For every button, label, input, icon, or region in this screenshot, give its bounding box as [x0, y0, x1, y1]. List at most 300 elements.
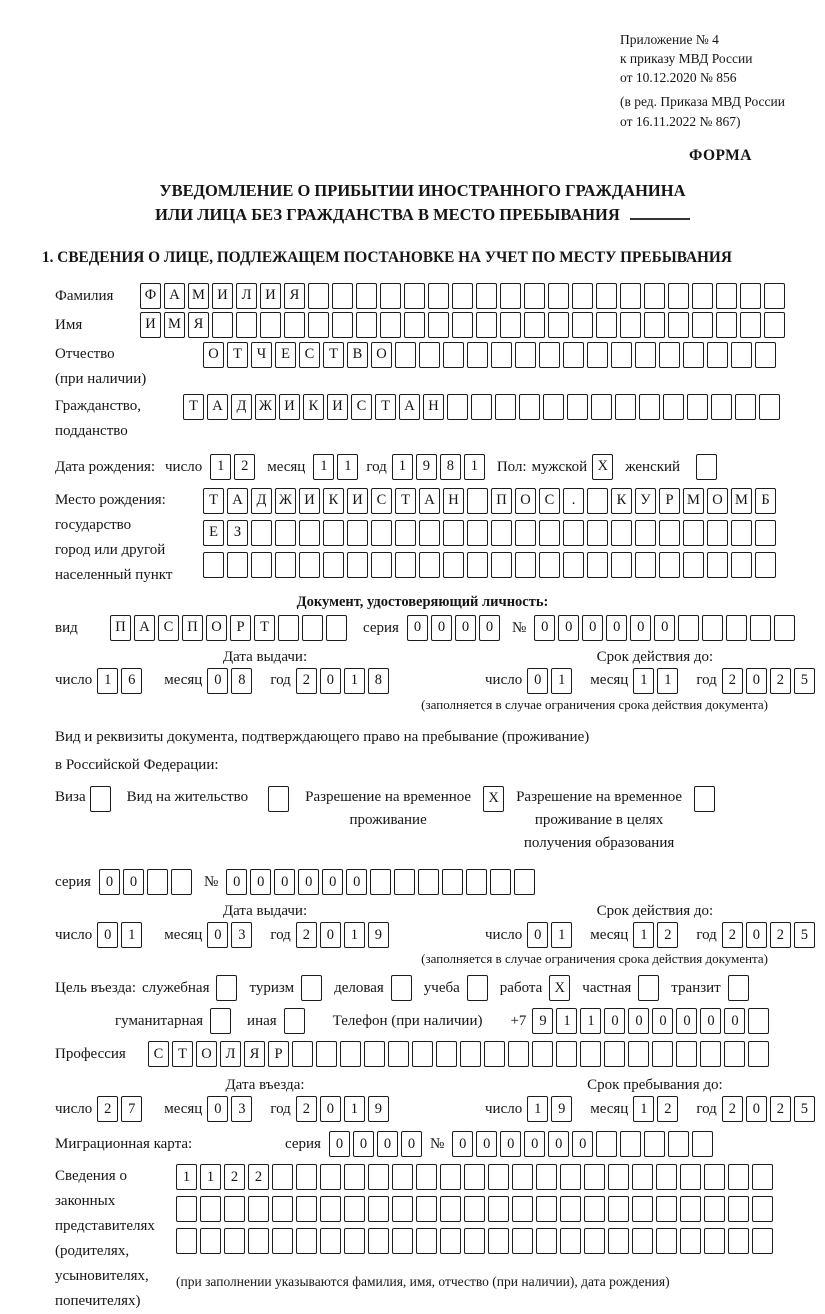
char-cell[interactable] — [491, 342, 512, 368]
given-name-boxes[interactable] — [140, 312, 785, 338]
char-cell[interactable]: 2 — [722, 922, 743, 948]
char-cell[interactable] — [560, 1164, 581, 1190]
char-cell[interactable]: О — [206, 615, 227, 641]
char-cell[interactable] — [608, 1164, 629, 1190]
char-cell[interactable]: И — [279, 394, 300, 420]
char-cell[interactable] — [488, 1228, 509, 1254]
char-cell[interactable]: 9 — [368, 1096, 389, 1122]
representatives-boxes-row1[interactable] — [176, 1164, 773, 1190]
char-cell[interactable]: М — [683, 488, 704, 514]
char-cell[interactable] — [392, 1196, 413, 1222]
char-cell[interactable] — [764, 312, 785, 338]
char-cell[interactable] — [176, 1196, 197, 1222]
char-cell[interactable]: К — [323, 488, 344, 514]
char-cell[interactable] — [368, 1196, 389, 1222]
char-cell[interactable]: П — [491, 488, 512, 514]
char-cell[interactable] — [428, 283, 449, 309]
char-cell[interactable] — [452, 283, 473, 309]
char-cell[interactable]: 0 — [431, 615, 452, 641]
char-cell[interactable]: А — [207, 394, 228, 420]
char-cell[interactable] — [563, 520, 584, 546]
char-cell[interactable] — [524, 283, 545, 309]
char-cell[interactable] — [536, 1164, 557, 1190]
char-cell[interactable] — [539, 520, 560, 546]
char-cell[interactable] — [248, 1196, 269, 1222]
char-cell[interactable]: 0 — [548, 1131, 569, 1157]
char-cell[interactable] — [212, 312, 233, 338]
char-cell[interactable] — [443, 552, 464, 578]
stay-doc-series-boxes[interactable] — [99, 869, 192, 895]
char-cell[interactable] — [750, 615, 771, 641]
char-cell[interactable] — [728, 1228, 749, 1254]
doc-number-boxes[interactable] — [534, 615, 795, 641]
char-cell[interactable] — [774, 615, 795, 641]
char-cell[interactable] — [344, 1228, 365, 1254]
char-cell[interactable]: 1 — [551, 922, 572, 948]
char-cell[interactable] — [755, 342, 776, 368]
char-cell[interactable] — [711, 394, 732, 420]
char-cell[interactable] — [680, 1164, 701, 1190]
char-cell[interactable] — [707, 342, 728, 368]
purpose-other-checkbox[interactable] — [284, 1008, 305, 1034]
char-cell[interactable]: 0 — [207, 1096, 228, 1122]
char-cell[interactable] — [635, 342, 656, 368]
char-cell[interactable] — [388, 1041, 409, 1067]
char-cell[interactable] — [560, 1196, 581, 1222]
char-cell[interactable] — [428, 312, 449, 338]
char-cell[interactable]: 5 — [794, 668, 815, 694]
purpose-business-checkbox[interactable] — [391, 975, 412, 1001]
char-cell[interactable] — [356, 283, 377, 309]
char-cell[interactable] — [752, 1228, 773, 1254]
char-cell[interactable]: 2 — [770, 922, 791, 948]
char-cell[interactable] — [752, 1164, 773, 1190]
char-cell[interactable]: И — [327, 394, 348, 420]
char-cell[interactable]: А — [419, 488, 440, 514]
char-cell[interactable] — [284, 312, 305, 338]
stay-until-month-boxes[interactable] — [633, 1096, 678, 1122]
char-cell[interactable] — [596, 283, 617, 309]
char-cell[interactable]: 2 — [296, 1096, 317, 1122]
char-cell[interactable] — [728, 1164, 749, 1190]
birth-place-boxes-row1[interactable] — [203, 488, 776, 514]
representatives-boxes-row3[interactable] — [176, 1228, 773, 1254]
char-cell[interactable]: 8 — [368, 668, 389, 694]
char-cell[interactable]: 2 — [722, 668, 743, 694]
char-cell[interactable]: Л — [236, 283, 257, 309]
char-cell[interactable]: 0 — [455, 615, 476, 641]
char-cell[interactable]: 2 — [97, 1096, 118, 1122]
char-cell[interactable]: С — [539, 488, 560, 514]
char-cell[interactable] — [371, 552, 392, 578]
char-cell[interactable] — [394, 869, 415, 895]
char-cell[interactable] — [440, 1228, 461, 1254]
char-cell[interactable]: 0 — [123, 869, 144, 895]
char-cell[interactable]: Т — [254, 615, 275, 641]
char-cell[interactable]: 0 — [630, 615, 651, 641]
entry-day-boxes[interactable] — [97, 1096, 142, 1122]
char-cell[interactable] — [171, 869, 192, 895]
char-cell[interactable] — [608, 1228, 629, 1254]
doc-kind-boxes[interactable] — [110, 615, 347, 641]
char-cell[interactable] — [476, 283, 497, 309]
char-cell[interactable]: 1 — [344, 1096, 365, 1122]
char-cell[interactable] — [560, 1228, 581, 1254]
char-cell[interactable]: 2 — [296, 922, 317, 948]
char-cell[interactable] — [488, 1164, 509, 1190]
char-cell[interactable]: 0 — [353, 1131, 374, 1157]
char-cell[interactable]: Д — [251, 488, 272, 514]
char-cell[interactable] — [639, 394, 660, 420]
char-cell[interactable]: 0 — [746, 1096, 767, 1122]
char-cell[interactable]: К — [611, 488, 632, 514]
char-cell[interactable] — [392, 1164, 413, 1190]
char-cell[interactable]: 9 — [532, 1008, 553, 1034]
char-cell[interactable] — [620, 1131, 641, 1157]
char-cell[interactable] — [491, 520, 512, 546]
char-cell[interactable] — [548, 283, 569, 309]
char-cell[interactable] — [476, 312, 497, 338]
char-cell[interactable] — [591, 394, 612, 420]
char-cell[interactable] — [512, 1196, 533, 1222]
char-cell[interactable]: 1 — [313, 454, 334, 480]
char-cell[interactable]: 1 — [200, 1164, 221, 1190]
char-cell[interactable]: Т — [183, 394, 204, 420]
char-cell[interactable] — [663, 394, 684, 420]
char-cell[interactable] — [716, 283, 737, 309]
char-cell[interactable] — [652, 1041, 673, 1067]
char-cell[interactable]: Я — [284, 283, 305, 309]
char-cell[interactable]: . — [563, 488, 584, 514]
char-cell[interactable] — [512, 1228, 533, 1254]
char-cell[interactable] — [632, 1228, 653, 1254]
char-cell[interactable]: Ч — [251, 342, 272, 368]
char-cell[interactable]: 1 — [551, 668, 572, 694]
char-cell[interactable]: 5 — [794, 922, 815, 948]
char-cell[interactable] — [443, 342, 464, 368]
char-cell[interactable] — [687, 394, 708, 420]
char-cell[interactable] — [344, 1196, 365, 1222]
char-cell[interactable] — [326, 615, 347, 641]
char-cell[interactable] — [584, 1228, 605, 1254]
char-cell[interactable]: У — [635, 488, 656, 514]
char-cell[interactable] — [539, 342, 560, 368]
char-cell[interactable] — [668, 283, 689, 309]
doc-valid-day-boxes[interactable] — [527, 668, 572, 694]
char-cell[interactable] — [464, 1164, 485, 1190]
char-cell[interactable] — [467, 520, 488, 546]
char-cell[interactable] — [508, 1041, 529, 1067]
char-cell[interactable] — [500, 312, 521, 338]
char-cell[interactable] — [731, 520, 752, 546]
char-cell[interactable]: 0 — [700, 1008, 721, 1034]
char-cell[interactable] — [332, 283, 353, 309]
char-cell[interactable] — [484, 1041, 505, 1067]
char-cell[interactable] — [251, 552, 272, 578]
char-cell[interactable]: 0 — [97, 922, 118, 948]
char-cell[interactable]: М — [164, 312, 185, 338]
char-cell[interactable] — [659, 342, 680, 368]
purpose-tourism-checkbox[interactable] — [301, 975, 322, 1001]
representatives-boxes-row2[interactable] — [176, 1196, 773, 1222]
char-cell[interactable] — [692, 312, 713, 338]
char-cell[interactable] — [467, 488, 488, 514]
char-cell[interactable] — [726, 615, 747, 641]
char-cell[interactable]: 0 — [298, 869, 319, 895]
patronymic-boxes[interactable] — [203, 342, 776, 368]
char-cell[interactable] — [587, 520, 608, 546]
char-cell[interactable] — [460, 1041, 481, 1067]
char-cell[interactable]: 8 — [440, 454, 461, 480]
migration-card-number-boxes[interactable] — [452, 1131, 713, 1157]
char-cell[interactable] — [584, 1196, 605, 1222]
stay-doc-valid-month-boxes[interactable] — [633, 922, 678, 948]
char-cell[interactable]: И — [212, 283, 233, 309]
char-cell[interactable]: И — [140, 312, 161, 338]
char-cell[interactable]: Т — [375, 394, 396, 420]
char-cell[interactable]: 0 — [207, 922, 228, 948]
char-cell[interactable]: 9 — [368, 922, 389, 948]
doc-valid-month-boxes[interactable] — [633, 668, 678, 694]
char-cell[interactable] — [587, 552, 608, 578]
char-cell[interactable]: О — [196, 1041, 217, 1067]
char-cell[interactable] — [572, 283, 593, 309]
char-cell[interactable] — [596, 312, 617, 338]
char-cell[interactable]: 0 — [527, 922, 548, 948]
char-cell[interactable]: Е — [275, 342, 296, 368]
char-cell[interactable] — [495, 394, 516, 420]
char-cell[interactable] — [416, 1228, 437, 1254]
char-cell[interactable] — [347, 520, 368, 546]
char-cell[interactable]: 2 — [224, 1164, 245, 1190]
char-cell[interactable] — [490, 869, 511, 895]
char-cell[interactable] — [340, 1041, 361, 1067]
char-cell[interactable] — [176, 1228, 197, 1254]
stay-doc-valid-year-boxes[interactable] — [722, 922, 815, 948]
char-cell[interactable] — [404, 283, 425, 309]
doc-valid-year-boxes[interactable] — [722, 668, 815, 694]
phone-boxes[interactable] — [532, 1008, 769, 1034]
char-cell[interactable] — [580, 1041, 601, 1067]
char-cell[interactable] — [543, 394, 564, 420]
char-cell[interactable]: Р — [230, 615, 251, 641]
char-cell[interactable] — [416, 1196, 437, 1222]
char-cell[interactable] — [464, 1228, 485, 1254]
temp-residence-edu-checkbox[interactable] — [694, 786, 715, 812]
char-cell[interactable]: Е — [203, 520, 224, 546]
char-cell[interactable]: П — [182, 615, 203, 641]
char-cell[interactable] — [748, 1041, 769, 1067]
char-cell[interactable] — [611, 342, 632, 368]
char-cell[interactable]: 0 — [407, 615, 428, 641]
char-cell[interactable] — [471, 394, 492, 420]
char-cell[interactable] — [680, 1228, 701, 1254]
char-cell[interactable] — [707, 520, 728, 546]
char-cell[interactable] — [716, 312, 737, 338]
char-cell[interactable] — [236, 312, 257, 338]
char-cell[interactable]: 0 — [534, 615, 555, 641]
char-cell[interactable]: 0 — [676, 1008, 697, 1034]
char-cell[interactable] — [656, 1164, 677, 1190]
char-cell[interactable] — [676, 1041, 697, 1067]
profession-boxes[interactable] — [148, 1041, 769, 1067]
char-cell[interactable] — [278, 615, 299, 641]
birth-place-boxes-row2[interactable] — [203, 520, 776, 546]
char-cell[interactable] — [759, 394, 780, 420]
char-cell[interactable] — [404, 312, 425, 338]
char-cell[interactable]: 2 — [657, 922, 678, 948]
char-cell[interactable] — [668, 1131, 689, 1157]
char-cell[interactable] — [347, 552, 368, 578]
char-cell[interactable]: 0 — [99, 869, 120, 895]
char-cell[interactable]: Я — [188, 312, 209, 338]
char-cell[interactable] — [752, 1196, 773, 1222]
char-cell[interactable] — [656, 1228, 677, 1254]
char-cell[interactable]: Я — [244, 1041, 265, 1067]
char-cell[interactable]: 0 — [558, 615, 579, 641]
char-cell[interactable]: 0 — [377, 1131, 398, 1157]
char-cell[interactable]: 0 — [652, 1008, 673, 1034]
char-cell[interactable] — [596, 1131, 617, 1157]
char-cell[interactable] — [519, 394, 540, 420]
char-cell[interactable] — [248, 1228, 269, 1254]
char-cell[interactable] — [371, 520, 392, 546]
char-cell[interactable]: 0 — [226, 869, 247, 895]
char-cell[interactable] — [467, 552, 488, 578]
stay-doc-issue-month-boxes[interactable] — [207, 922, 252, 948]
char-cell[interactable] — [683, 342, 704, 368]
char-cell[interactable]: С — [148, 1041, 169, 1067]
char-cell[interactable]: 2 — [657, 1096, 678, 1122]
char-cell[interactable] — [704, 1196, 725, 1222]
char-cell[interactable] — [611, 520, 632, 546]
char-cell[interactable]: Т — [323, 342, 344, 368]
char-cell[interactable]: Д — [231, 394, 252, 420]
char-cell[interactable]: 2 — [722, 1096, 743, 1122]
char-cell[interactable]: С — [299, 342, 320, 368]
char-cell[interactable]: 1 — [337, 454, 358, 480]
char-cell[interactable]: Т — [227, 342, 248, 368]
char-cell[interactable]: Ж — [255, 394, 276, 420]
char-cell[interactable] — [308, 312, 329, 338]
char-cell[interactable]: 1 — [633, 1096, 654, 1122]
char-cell[interactable]: Б — [755, 488, 776, 514]
char-cell[interactable] — [563, 342, 584, 368]
char-cell[interactable]: 1 — [633, 668, 654, 694]
char-cell[interactable] — [692, 283, 713, 309]
char-cell[interactable]: 2 — [248, 1164, 269, 1190]
doc-issue-year-boxes[interactable] — [296, 668, 389, 694]
char-cell[interactable] — [700, 1041, 721, 1067]
char-cell[interactable] — [308, 283, 329, 309]
stay-until-day-boxes[interactable] — [527, 1096, 572, 1122]
char-cell[interactable]: И — [260, 283, 281, 309]
char-cell[interactable]: 5 — [794, 1096, 815, 1122]
char-cell[interactable] — [587, 342, 608, 368]
residence-permit-checkbox[interactable] — [268, 786, 289, 812]
char-cell[interactable] — [320, 1196, 341, 1222]
char-cell[interactable] — [644, 283, 665, 309]
purpose-official-checkbox[interactable] — [216, 975, 237, 1001]
char-cell[interactable]: З — [227, 520, 248, 546]
char-cell[interactable]: 8 — [231, 668, 252, 694]
doc-issue-month-boxes[interactable] — [207, 668, 252, 694]
char-cell[interactable] — [467, 342, 488, 368]
char-cell[interactable]: 1 — [580, 1008, 601, 1034]
char-cell[interactable] — [748, 1008, 769, 1034]
char-cell[interactable]: 0 — [320, 922, 341, 948]
char-cell[interactable]: М — [731, 488, 752, 514]
char-cell[interactable]: 0 — [746, 922, 767, 948]
char-cell[interactable] — [678, 615, 699, 641]
char-cell[interactable]: 1 — [210, 454, 231, 480]
stay-doc-issue-day-boxes[interactable] — [97, 922, 142, 948]
char-cell[interactable]: 9 — [551, 1096, 572, 1122]
stay-until-year-boxes[interactable] — [722, 1096, 815, 1122]
char-cell[interactable]: А — [227, 488, 248, 514]
char-cell[interactable] — [536, 1228, 557, 1254]
doc-series-boxes[interactable] — [407, 615, 500, 641]
purpose-work-checkbox[interactable]: X — [549, 975, 570, 1001]
char-cell[interactable]: 0 — [628, 1008, 649, 1034]
char-cell[interactable]: 0 — [452, 1131, 473, 1157]
char-cell[interactable] — [275, 552, 296, 578]
char-cell[interactable]: 0 — [572, 1131, 593, 1157]
char-cell[interactable]: И — [347, 488, 368, 514]
char-cell[interactable] — [731, 552, 752, 578]
char-cell[interactable] — [412, 1041, 433, 1067]
char-cell[interactable]: И — [299, 488, 320, 514]
char-cell[interactable] — [224, 1228, 245, 1254]
char-cell[interactable] — [728, 1196, 749, 1222]
purpose-study-checkbox[interactable] — [467, 975, 488, 1001]
char-cell[interactable]: М — [188, 283, 209, 309]
char-cell[interactable] — [356, 312, 377, 338]
char-cell[interactable] — [380, 283, 401, 309]
char-cell[interactable]: 1 — [527, 1096, 548, 1122]
char-cell[interactable]: 2 — [770, 668, 791, 694]
char-cell[interactable] — [419, 552, 440, 578]
char-cell[interactable] — [644, 1131, 665, 1157]
char-cell[interactable]: 0 — [500, 1131, 521, 1157]
char-cell[interactable] — [704, 1164, 725, 1190]
char-cell[interactable]: 0 — [527, 668, 548, 694]
char-cell[interactable] — [292, 1041, 313, 1067]
char-cell[interactable] — [740, 312, 761, 338]
char-cell[interactable]: А — [399, 394, 420, 420]
char-cell[interactable] — [296, 1196, 317, 1222]
char-cell[interactable] — [615, 394, 636, 420]
char-cell[interactable] — [680, 1196, 701, 1222]
char-cell[interactable] — [724, 1041, 745, 1067]
char-cell[interactable]: 2 — [234, 454, 255, 480]
char-cell[interactable] — [608, 1196, 629, 1222]
char-cell[interactable] — [443, 520, 464, 546]
visa-checkbox[interactable] — [90, 786, 111, 812]
char-cell[interactable] — [515, 342, 536, 368]
char-cell[interactable]: Т — [172, 1041, 193, 1067]
char-cell[interactable]: 1 — [121, 922, 142, 948]
char-cell[interactable] — [659, 552, 680, 578]
char-cell[interactable] — [659, 520, 680, 546]
char-cell[interactable]: О — [203, 342, 224, 368]
char-cell[interactable]: 0 — [401, 1131, 422, 1157]
entry-year-boxes[interactable] — [296, 1096, 389, 1122]
char-cell[interactable] — [500, 283, 521, 309]
char-cell[interactable] — [272, 1196, 293, 1222]
char-cell[interactable]: 0 — [746, 668, 767, 694]
char-cell[interactable]: К — [303, 394, 324, 420]
